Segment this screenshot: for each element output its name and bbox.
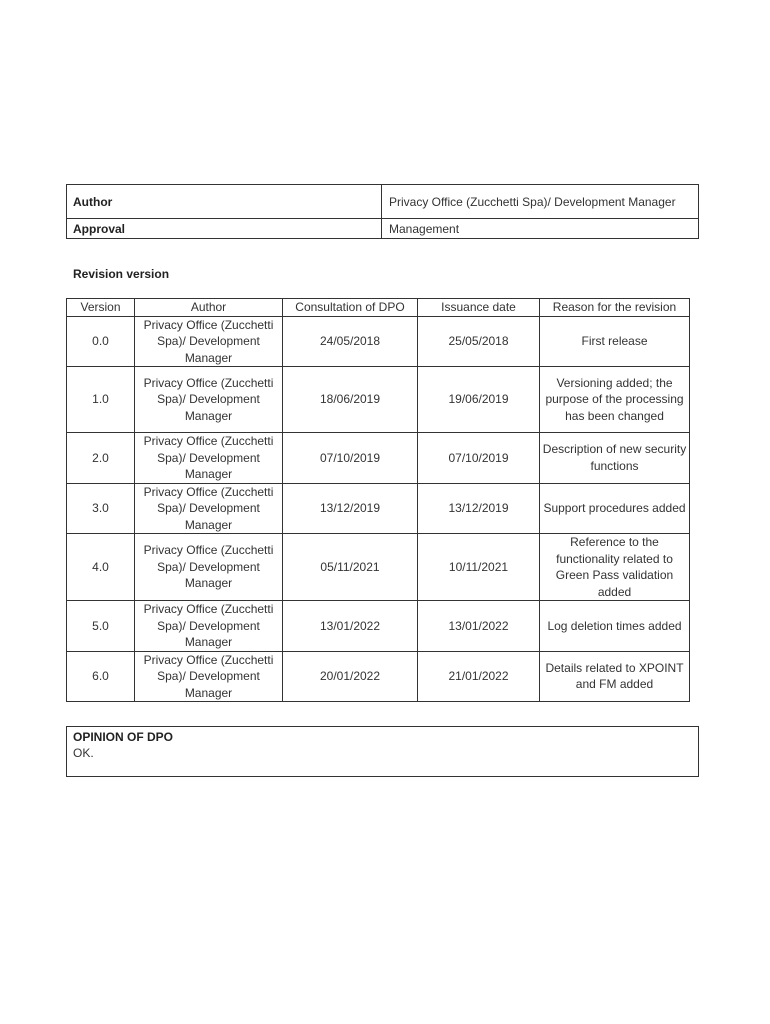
column-header-issuance-date: Issuance date (418, 299, 540, 317)
approval-row (67, 219, 699, 239)
author-cell: Privacy Office (Zucchetti Spa)/ Development Manager (135, 367, 283, 433)
table-row (67, 601, 690, 652)
table-row (67, 483, 690, 534)
consultation-cell: 20/01/2022 (283, 651, 418, 702)
approval-label: Approval (67, 219, 382, 239)
dpo-opinion-box (66, 726, 699, 777)
issuance-date-cell: 07/10/2019 (418, 433, 540, 484)
reason-cell: Log deletion times added (540, 601, 690, 652)
consultation-cell: 18/06/2019 (283, 367, 418, 433)
author-cell: Privacy Office (Zucchetti Spa)/ Development Manager (135, 483, 283, 534)
version-cell: 6.0 (67, 651, 135, 702)
revision-table (66, 298, 690, 702)
column-header-version: Version (67, 299, 135, 317)
consultation-cell: 13/12/2019 (283, 483, 418, 534)
issuance-date-cell: 19/06/2019 (418, 367, 540, 433)
table-row (67, 433, 690, 484)
table-row (67, 534, 690, 601)
consultation-cell: 24/05/2018 (283, 316, 418, 367)
author-cell: Privacy Office (Zucchetti Spa)/ Development Manager (135, 316, 283, 367)
reason-cell: Versioning added; the purpose of the processing has been changed (540, 367, 690, 433)
opinion-text: OK. (73, 746, 94, 760)
version-cell: 0.0 (67, 316, 135, 367)
column-header-author: Author (135, 299, 283, 317)
approval-value: Management (382, 219, 699, 239)
issuance-date-cell: 25/05/2018 (418, 316, 540, 367)
column-header-reason: Reason for the revision (540, 299, 690, 317)
table-row (67, 367, 690, 433)
opinion-title: OPINION OF DPO (73, 730, 174, 744)
revision-header-row (67, 299, 690, 317)
consultation-cell: 13/01/2022 (283, 601, 418, 652)
column-header-consultation: Consultation of DPO (283, 299, 418, 317)
version-cell: 3.0 (67, 483, 135, 534)
table-row (67, 651, 690, 702)
author-cell: Privacy Office (Zucchetti Spa)/ Development Manager (135, 601, 283, 652)
author-cell: Privacy Office (Zucchetti Spa)/ Development Manager (135, 534, 283, 601)
reason-cell: Reference to the functionality related to Green Pass validation added (540, 534, 690, 601)
author-approval-table (66, 184, 699, 239)
reason-cell: Details related to XPOINT and FM added (540, 651, 690, 702)
consultation-cell: 07/10/2019 (283, 433, 418, 484)
issuance-date-cell: 21/01/2022 (418, 651, 540, 702)
version-cell: 1.0 (67, 367, 135, 433)
version-cell: 2.0 (67, 433, 135, 484)
author-cell: Privacy Office (Zucchetti Spa)/ Development Manager (135, 651, 283, 702)
table-row (67, 316, 690, 367)
author-value: Privacy Office (Zucchetti Spa)/ Development Manager (382, 185, 699, 219)
reason-cell: Support procedures added (540, 483, 690, 534)
author-label: Author (67, 185, 382, 219)
revision-heading: Revision version (73, 267, 170, 281)
version-cell: 5.0 (67, 601, 135, 652)
issuance-date-cell: 13/01/2022 (418, 601, 540, 652)
issuance-date-cell: 13/12/2019 (418, 483, 540, 534)
author-row (67, 185, 699, 219)
consultation-cell: 05/11/2021 (283, 534, 418, 601)
version-cell: 4.0 (67, 534, 135, 601)
reason-cell: First release (540, 316, 690, 367)
author-cell: Privacy Office (Zucchetti Spa)/ Development Manager (135, 433, 283, 484)
reason-cell: Description of new security functions (540, 433, 690, 484)
issuance-date-cell: 10/11/2021 (418, 534, 540, 601)
